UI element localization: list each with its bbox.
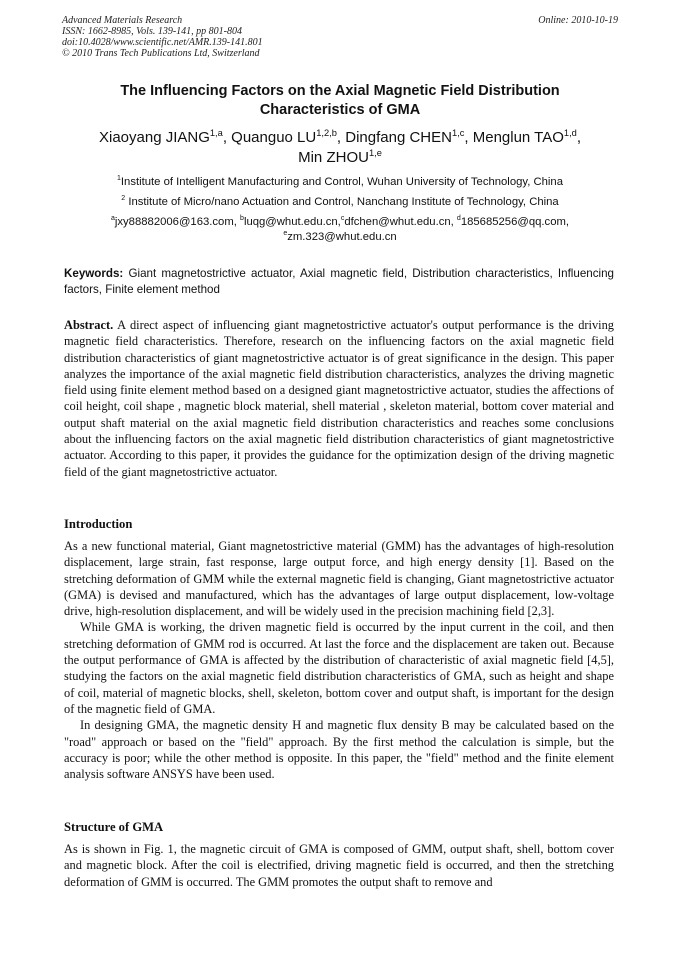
author-name: Xiaoyang JIANG [98, 129, 210, 146]
author-affil-sup: 1,e [368, 148, 382, 158]
intro-paragraph-2: While GMA is working, the driven magnetic field is occurred by the input current in the coil, and then stretching deformation of GMM rod is occurred. At last the force and the displacement are taken out. Because the output performance of GMA is affected by the distribution of characteristic of axial magnetic field [4,5], studying the factors on the axial magnetic field distribution characteristics of GMA, such as height and shape of coil, material of magnetic blocks, shell, skeleton, bottom cover and output shaft, is important for the design of the magnetic field of GMA. [64, 620, 614, 716]
email-b: luqg@whut.edu.cn, [243, 216, 341, 228]
author-name: Quanguo LU [231, 129, 317, 146]
email-d: 185685256@qq.com, [460, 216, 570, 228]
affiliation-sup: 1 [117, 175, 121, 183]
introduction-heading: Introduction [64, 517, 133, 531]
author-name: Dingfang CHEN [345, 129, 452, 146]
keywords-label: Keywords: [64, 267, 124, 280]
email-a: jxy88882006@163.com, [114, 216, 241, 228]
intro-paragraph-3: In designing GMA, the magnetic density H and magnetic flux density B may be calculated based on the "road" approach or based on the "field" approach. By the first method the calculation is simple, but the accuracy is poor; while the other method is opposite. In this paper, the "field" method and the finite element analysis software ANSYS have been used. [64, 718, 614, 782]
author-list [62, 128, 618, 168]
author-name: Min ZHOU [298, 149, 369, 166]
structure-section [64, 841, 614, 890]
author-name: Menglun TAO [472, 129, 564, 146]
email-sup: b [240, 215, 244, 223]
author-affil-sup: 1,a [209, 128, 223, 138]
email-e: zm.323@whut.edu.cn [287, 231, 397, 243]
structure-paragraph-1: As is shown in Fig. 1, the magnetic circuit of GMA is composed of GMM, output shaft, shell, bottom cover and magnetic block. After the coil is electrified, driving magnetic field is occurred, and then the stretching deformation of GMM is occurred. The GMM promotes the output shaft to remove and [64, 842, 614, 889]
affiliation-text: Institute of Intelligent Manufacturing and Control, Wuhan University of Technology, China [120, 176, 563, 188]
abstract-block [64, 317, 614, 480]
affiliation-sup: 2 [121, 195, 126, 203]
author-sep: , [464, 129, 473, 146]
intro-paragraph-1: As a new functional material, Giant magnetostrictive material (GMM) has the advantages of high-resolution displacement, large strain, fast response, large output force, and high energy density [1]. Based on the stretching deformation of GMM while the external magnetic field is changing, Giant magnetostrictive actuator (GMA) is devised and manufactured, which has the advantages of large output displacement, low-voltage drive, high-resolution displacement, and will be widely used in the precision machining field [2,3]. [64, 539, 614, 619]
copyright-line: © 2010 Trans Tech Publications Ltd, Switzerland [62, 48, 260, 59]
email-c: dfchen@whut.edu.cn, [344, 216, 457, 228]
title-line-2: Characteristics of GMA [259, 102, 421, 118]
title-line-1: The Influencing Factors on the Axial Magnetic Field Distribution [120, 83, 560, 99]
author-affil-sup: 1,d [563, 128, 577, 138]
introduction-section [64, 538, 614, 782]
structure-heading: Structure of GMA [64, 820, 164, 834]
author-sep: , [222, 129, 232, 146]
affiliation-text: Institute of Micro/nano Actuation and Control, Nanchang Institute of Technology, China [125, 196, 559, 208]
email-sup: e [283, 230, 288, 238]
keywords-block [64, 266, 614, 298]
online-date: Online: 2010-10-19 [538, 15, 618, 26]
author-sep: , [336, 129, 346, 146]
paper-title [62, 82, 618, 120]
email-sup: c [340, 215, 345, 223]
abstract-label: Abstract. [64, 318, 114, 332]
doi-line: doi:10.4028/www.scientific.net/AMR.139-141.801 [62, 37, 263, 48]
issn-line: ISSN: 1662-8985, Vols. 139-141, pp 801-804 [62, 26, 242, 37]
abstract-text: A direct aspect of influencing giant magnetostrictive actuator's output performance is the driving magnetic field characteristics. Therefore, research on the influencing factors on the axial magnetic field distribution characteristics of giant magnetostrictive actuator is of great significance in the design. This paper analyzes the importance of the axial magnetic field distribution characteristics, analyzes the driving magnetic field using finite element method based on a designed giant magnetostrictive actuator, studies the affections of coil height, coil shape , magnetic block material, shell material , skeleton material, bottom cover material and output shaft material on the axial magnetic field distribution characteristics and reaches some conclusions about the influencing factors on the axial magnetic field distribution characteristics of giant magnetostrictive actuator. According to this paper, it provides the guidance for the optimization design of the driving magnetic field of the giant magnetostrictive actuator. [64, 318, 614, 479]
journal-header [62, 15, 618, 59]
affiliation-1 [62, 175, 618, 190]
affiliation-2 [62, 195, 618, 210]
author-sep: , [576, 129, 582, 146]
author-affil-sup: 1,c [451, 128, 465, 138]
journal-name: Advanced Materials Research [62, 15, 183, 26]
email-sup: a [110, 215, 115, 223]
author-emails [62, 215, 618, 245]
keywords-text: Giant magnetostrictive actuator, Axial magnetic field, Distribution characteristics, Influencing factors, Finite element method [64, 267, 614, 296]
email-sup: d [456, 215, 461, 223]
author-affil-sup: 1,2,b [316, 128, 337, 138]
